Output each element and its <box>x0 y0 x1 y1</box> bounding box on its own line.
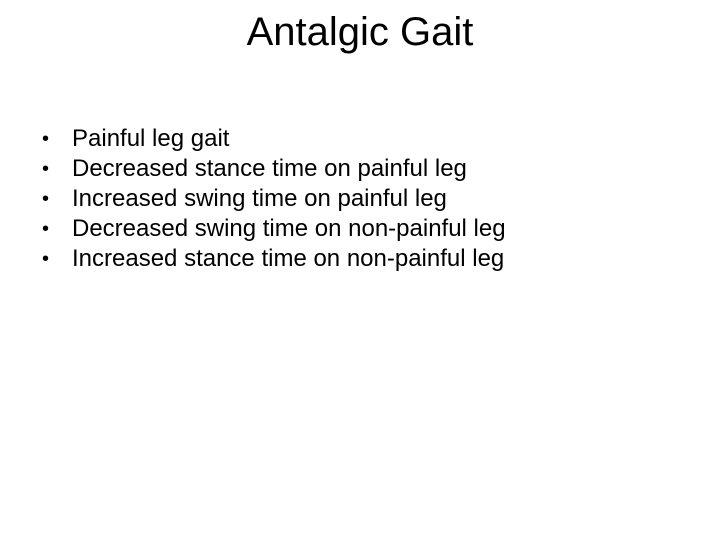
bullet-item <box>40 244 700 274</box>
bullet-text: Increased stance time on non-painful leg <box>72 245 505 272</box>
bullet-icon: • <box>42 128 50 150</box>
slide-title: Antalgic Gait <box>246 10 474 54</box>
bullet-text: Decreased stance time on painful leg <box>72 155 467 182</box>
bullet-icon: • <box>42 188 50 210</box>
bullet-icon: • <box>42 158 50 180</box>
bullet-icon: • <box>42 248 50 270</box>
bullet-item <box>40 214 700 244</box>
bullet-item <box>40 124 700 154</box>
bullet-list <box>40 124 700 274</box>
bullet-icon: • <box>42 218 50 240</box>
bullet-text: Increased swing time on painful leg <box>72 185 447 212</box>
bullet-item <box>40 154 700 184</box>
bullet-text: Decreased swing time on non-painful leg <box>72 215 506 242</box>
bullet-item <box>40 184 700 214</box>
bullet-text: Painful leg gait <box>72 125 230 152</box>
